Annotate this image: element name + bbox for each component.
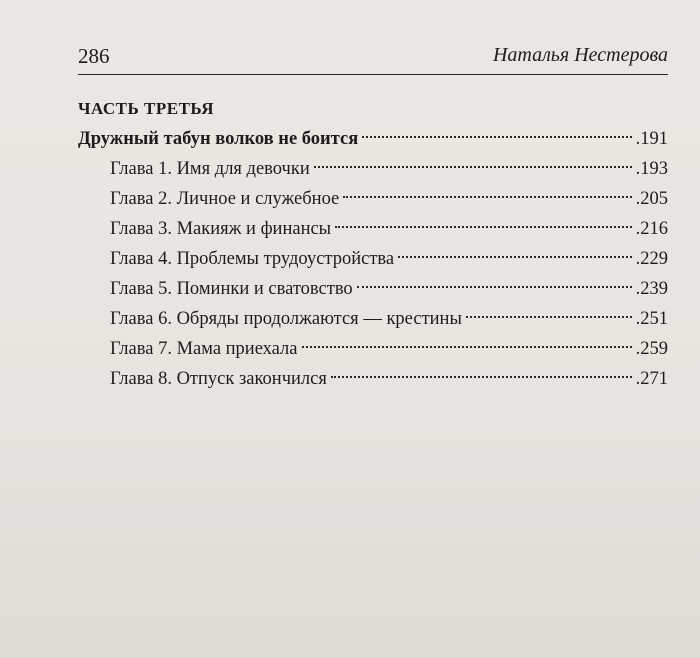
page-number: 286 [78, 44, 110, 68]
toc-chapter-row [78, 304, 668, 334]
toc-chapter-title: Глава 3. Макияж и финансы [110, 219, 332, 239]
dot-leader [331, 375, 632, 378]
toc-chapter-page: .229 [635, 249, 668, 269]
toc-chapter-page: .271 [635, 369, 668, 389]
dot-leader [357, 285, 632, 288]
toc-chapter-title: Глава 8. Отпуск закончился [110, 369, 327, 389]
dot-leader [466, 315, 632, 318]
toc-chapter-title: Глава 2. Личное и служебное [110, 189, 340, 209]
toc-chapter-row [78, 364, 668, 394]
toc-section-row [78, 124, 668, 154]
toc-chapter-page: .216 [635, 219, 668, 239]
toc-chapter-row [78, 154, 668, 184]
page-header [78, 40, 668, 76]
toc-chapter-title: Глава 5. Поминки и сватовство [110, 279, 353, 299]
toc-section-title: Дружный табун волков не боится [78, 129, 359, 149]
toc-chapter-page: .259 [635, 339, 668, 359]
toc-chapter-page: .251 [635, 309, 668, 329]
toc-chapter-title: Глава 1. Имя для девочки [110, 159, 310, 179]
toc-chapter-title: Глава 7. Мама приехала [110, 339, 298, 359]
toc-chapter-row [78, 334, 668, 364]
toc-chapter-title: Глава 4. Проблемы трудоустройства [110, 249, 395, 269]
toc-chapter-title: Глава 6. Обряды продолжаются — крестины [110, 309, 462, 329]
toc-chapter-page: .205 [635, 189, 668, 209]
dot-leader [398, 255, 632, 258]
dot-leader [302, 345, 632, 348]
toc-chapter-page: .239 [635, 279, 668, 299]
toc-chapter-row [78, 184, 668, 214]
toc-chapter-row [78, 214, 668, 244]
toc-chapter-page: .193 [635, 159, 668, 179]
toc-chapter-row [78, 244, 668, 274]
dot-leader [314, 165, 632, 168]
dot-leader [335, 225, 632, 228]
toc-chapter-row [78, 274, 668, 304]
dot-leader [362, 135, 631, 138]
toc-section-page: .191 [635, 129, 668, 149]
running-title: Наталья Нестерова [492, 44, 668, 66]
table-of-contents [78, 94, 668, 394]
show-through-area [0, 400, 700, 658]
part-heading: ЧАСТЬ ТРЕТЬЯ [78, 99, 215, 118]
header-rule [78, 74, 668, 75]
dot-leader [343, 195, 631, 198]
